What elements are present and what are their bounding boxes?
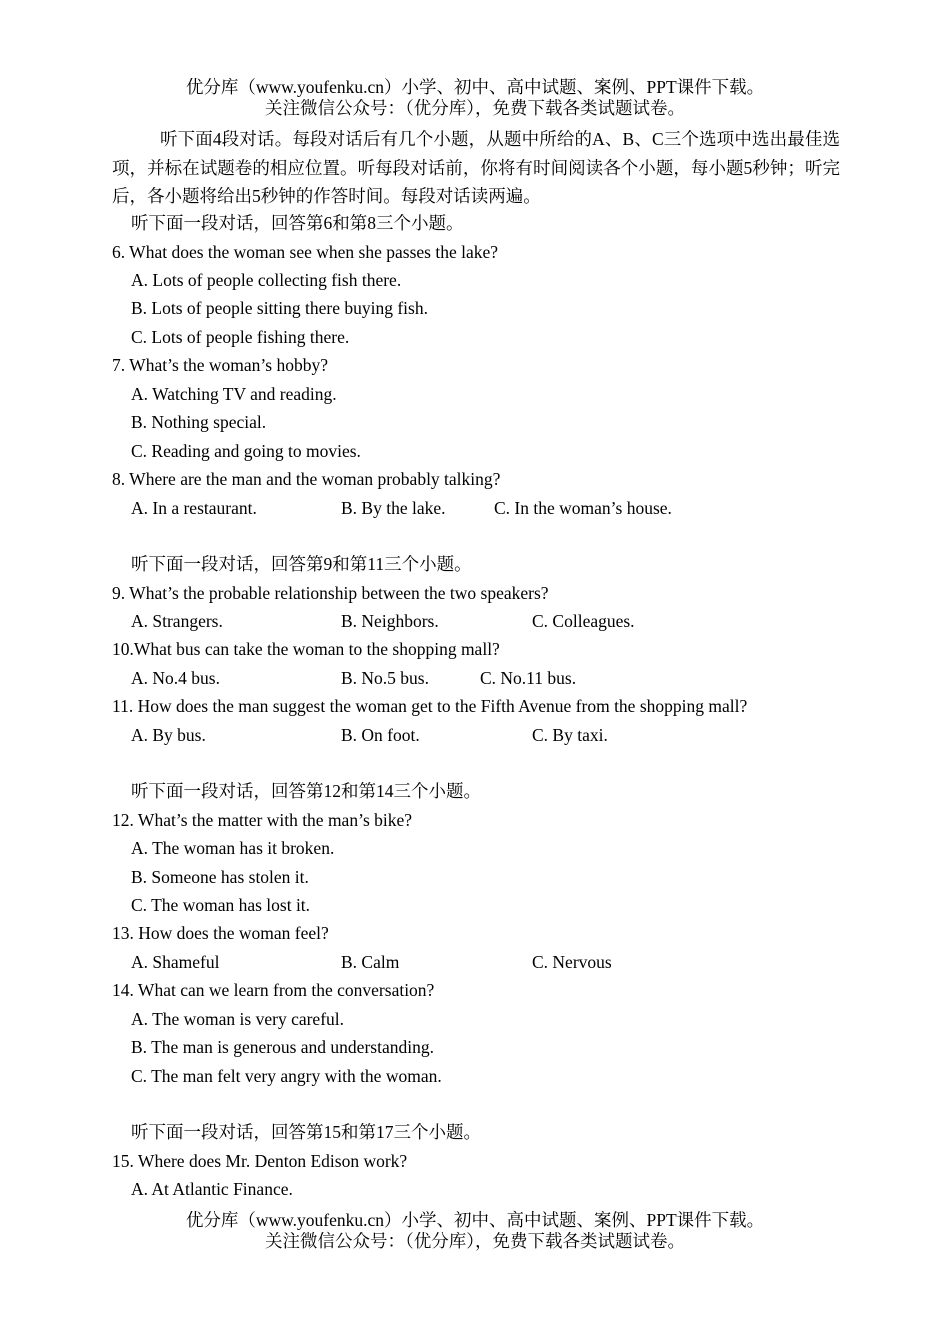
question-9-option-b: B. Neighbors. bbox=[341, 611, 439, 631]
question-8-stem: 8. Where are the man and the woman probably talking? bbox=[112, 469, 501, 489]
question-11-option-c: C. By taxi. bbox=[532, 725, 608, 745]
question-12-option-c: C. The woman has lost it. bbox=[131, 895, 311, 915]
question-12-option-b: B. Someone has stolen it. bbox=[131, 867, 309, 887]
question-6-option-b: B. Lots of people sitting there buying fish. bbox=[131, 298, 428, 318]
question-8-option-b: B. By the lake. bbox=[341, 498, 446, 518]
question-14-option-a: A. The woman is very careful. bbox=[131, 1009, 345, 1029]
question-11-stem: 11. How does the man suggest the woman get to the Fifth Avenue from the shopping mall? bbox=[112, 696, 748, 716]
question-12-option-a: A. The woman has it broken. bbox=[131, 838, 335, 858]
question-9-option-c: C. Colleagues. bbox=[532, 611, 635, 631]
question-11-option-b: B. On foot. bbox=[341, 725, 420, 745]
question-6-option-c: C. Lots of people fishing there. bbox=[131, 327, 350, 347]
question-15-stem: 15. Where does Mr. Denton Edison work? bbox=[112, 1151, 408, 1171]
question-15-option-a: A. At Atlantic Finance. bbox=[131, 1179, 293, 1199]
question-14-option-c: C. The man felt very angry with the woman. bbox=[131, 1066, 442, 1086]
question-10-option-b: B. No.5 bus. bbox=[341, 668, 429, 688]
question-6-option-a: A. Lots of people collecting fish there. bbox=[131, 270, 402, 290]
page-footer-line-2: 关注微信公众号：（优分库），免费下载各类试题试卷。 bbox=[265, 1231, 685, 1251]
question-9-stem: 9. What’s the probable relationship between the two speakers? bbox=[112, 583, 549, 603]
question-12-stem: 12. What’s the matter with the man’s bike? bbox=[112, 810, 413, 830]
question-7-stem: 7. What’s the woman’s hobby? bbox=[112, 355, 328, 375]
section-instruction-4: 听下面一段对话，回答第15和第17三个小题。 bbox=[131, 1122, 481, 1142]
instructions-paragraph: 听下面4段对话。每段对话后有几个小题，从题中所给的A、B、C三个选项中选出最佳选项，并标在试题卷的相应位置。听每段对话前，你将有时间阅读各个小题，每小题5秒钟；听完后，各小题将给出5秒钟的作答时间。每段对话读两遍。 bbox=[112, 129, 840, 206]
page-footer-line-1: 优分库（www.youfenku.cn）小学、初中、高中试题、案例、PPT课件下载。 bbox=[185, 1210, 765, 1230]
page-header-line-2: 关注微信公众号：（优分库），免费下载各类试题试卷。 bbox=[265, 98, 685, 118]
question-10-option-a: A. No.4 bus. bbox=[131, 668, 220, 688]
question-10-stem: 10.What bus can take the woman to the shopping mall? bbox=[112, 639, 500, 659]
question-14-option-b: B. The man is generous and understanding. bbox=[131, 1037, 434, 1057]
section-instruction-3: 听下面一段对话，回答第12和第14三个小题。 bbox=[131, 781, 481, 801]
question-13-option-b: B. Calm bbox=[341, 952, 400, 972]
question-13-stem: 13. How does the woman feel? bbox=[112, 923, 329, 943]
question-11-option-a: A. By bus. bbox=[131, 725, 206, 745]
section-instruction-1: 听下面一段对话，回答第6和第8三个小题。 bbox=[131, 213, 464, 233]
question-13-option-c: C. Nervous bbox=[532, 952, 612, 972]
question-8-option-a: A. In a restaurant. bbox=[131, 498, 257, 518]
question-7-option-a: A. Watching TV and reading. bbox=[131, 384, 337, 404]
section-instruction-2: 听下面一段对话，回答第9和第11三个小题。 bbox=[131, 554, 472, 574]
question-9-option-a: A. Strangers. bbox=[131, 611, 223, 631]
question-7-option-b: B. Nothing special. bbox=[131, 412, 267, 432]
question-14-stem: 14. What can we learn from the conversation? bbox=[112, 980, 435, 1000]
question-6-stem: 6. What does the woman see when she passes the lake? bbox=[112, 242, 499, 262]
question-13-option-a: A. Shameful bbox=[131, 952, 220, 972]
question-8-option-c: C. In the woman’s house. bbox=[494, 498, 672, 518]
page-header-line-1: 优分库（www.youfenku.cn）小学、初中、高中试题、案例、PPT课件下载。 bbox=[185, 77, 765, 97]
question-7-option-c: C. Reading and going to movies. bbox=[131, 441, 361, 461]
question-10-option-c: C. No.11 bus. bbox=[480, 668, 577, 688]
